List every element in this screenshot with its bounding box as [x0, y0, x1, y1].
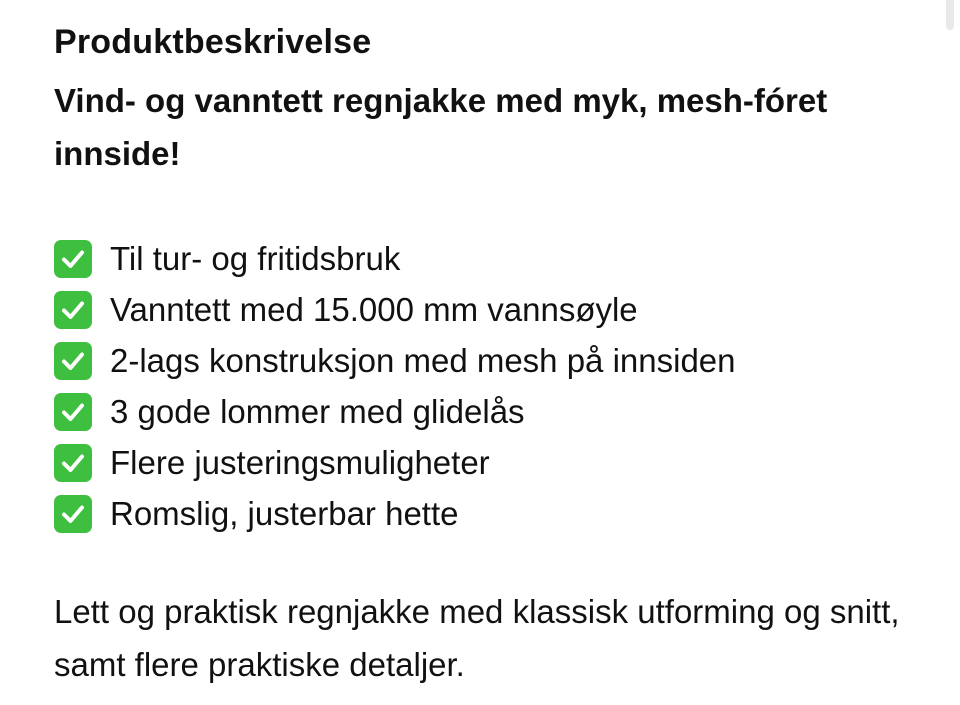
feature-item — [54, 488, 924, 539]
product-description-section — [54, 18, 924, 691]
feature-item — [54, 386, 924, 437]
feature-text: 2-lags konstruksjon med mesh på innsiden — [110, 341, 736, 379]
check-mark-button-icon — [54, 291, 92, 329]
feature-item — [54, 284, 924, 335]
feature-text: Vanntett med 15.000 mm vannsøyle — [110, 290, 638, 328]
check-mark-button-icon — [54, 444, 92, 482]
feature-item — [54, 335, 924, 386]
scrollbar[interactable] — [946, 0, 954, 30]
feature-text: Romslig, justerbar hette — [110, 494, 459, 532]
check-mark-button-icon — [54, 240, 92, 278]
check-mark-button-icon — [54, 342, 92, 380]
feature-text: 3 gode lommer med glidelås — [110, 392, 525, 430]
feature-list — [54, 233, 924, 539]
feature-item — [54, 437, 924, 488]
check-mark-button-icon — [54, 495, 92, 533]
section-title: Produktbeskrivelse — [54, 23, 372, 61]
product-subtitle: Vind- og vanntett regnjakke med myk, mesh-fóret innside! — [54, 82, 828, 172]
feature-text: Flere justeringsmuligheter — [110, 443, 490, 481]
feature-item — [54, 233, 924, 284]
product-description: Lett og praktisk regnjakke med klassisk utforming og snitt, samt flere praktiske detaljer. — [54, 593, 900, 683]
check-mark-button-icon — [54, 393, 92, 431]
feature-text: Til tur- og fritidsbruk — [110, 239, 401, 277]
